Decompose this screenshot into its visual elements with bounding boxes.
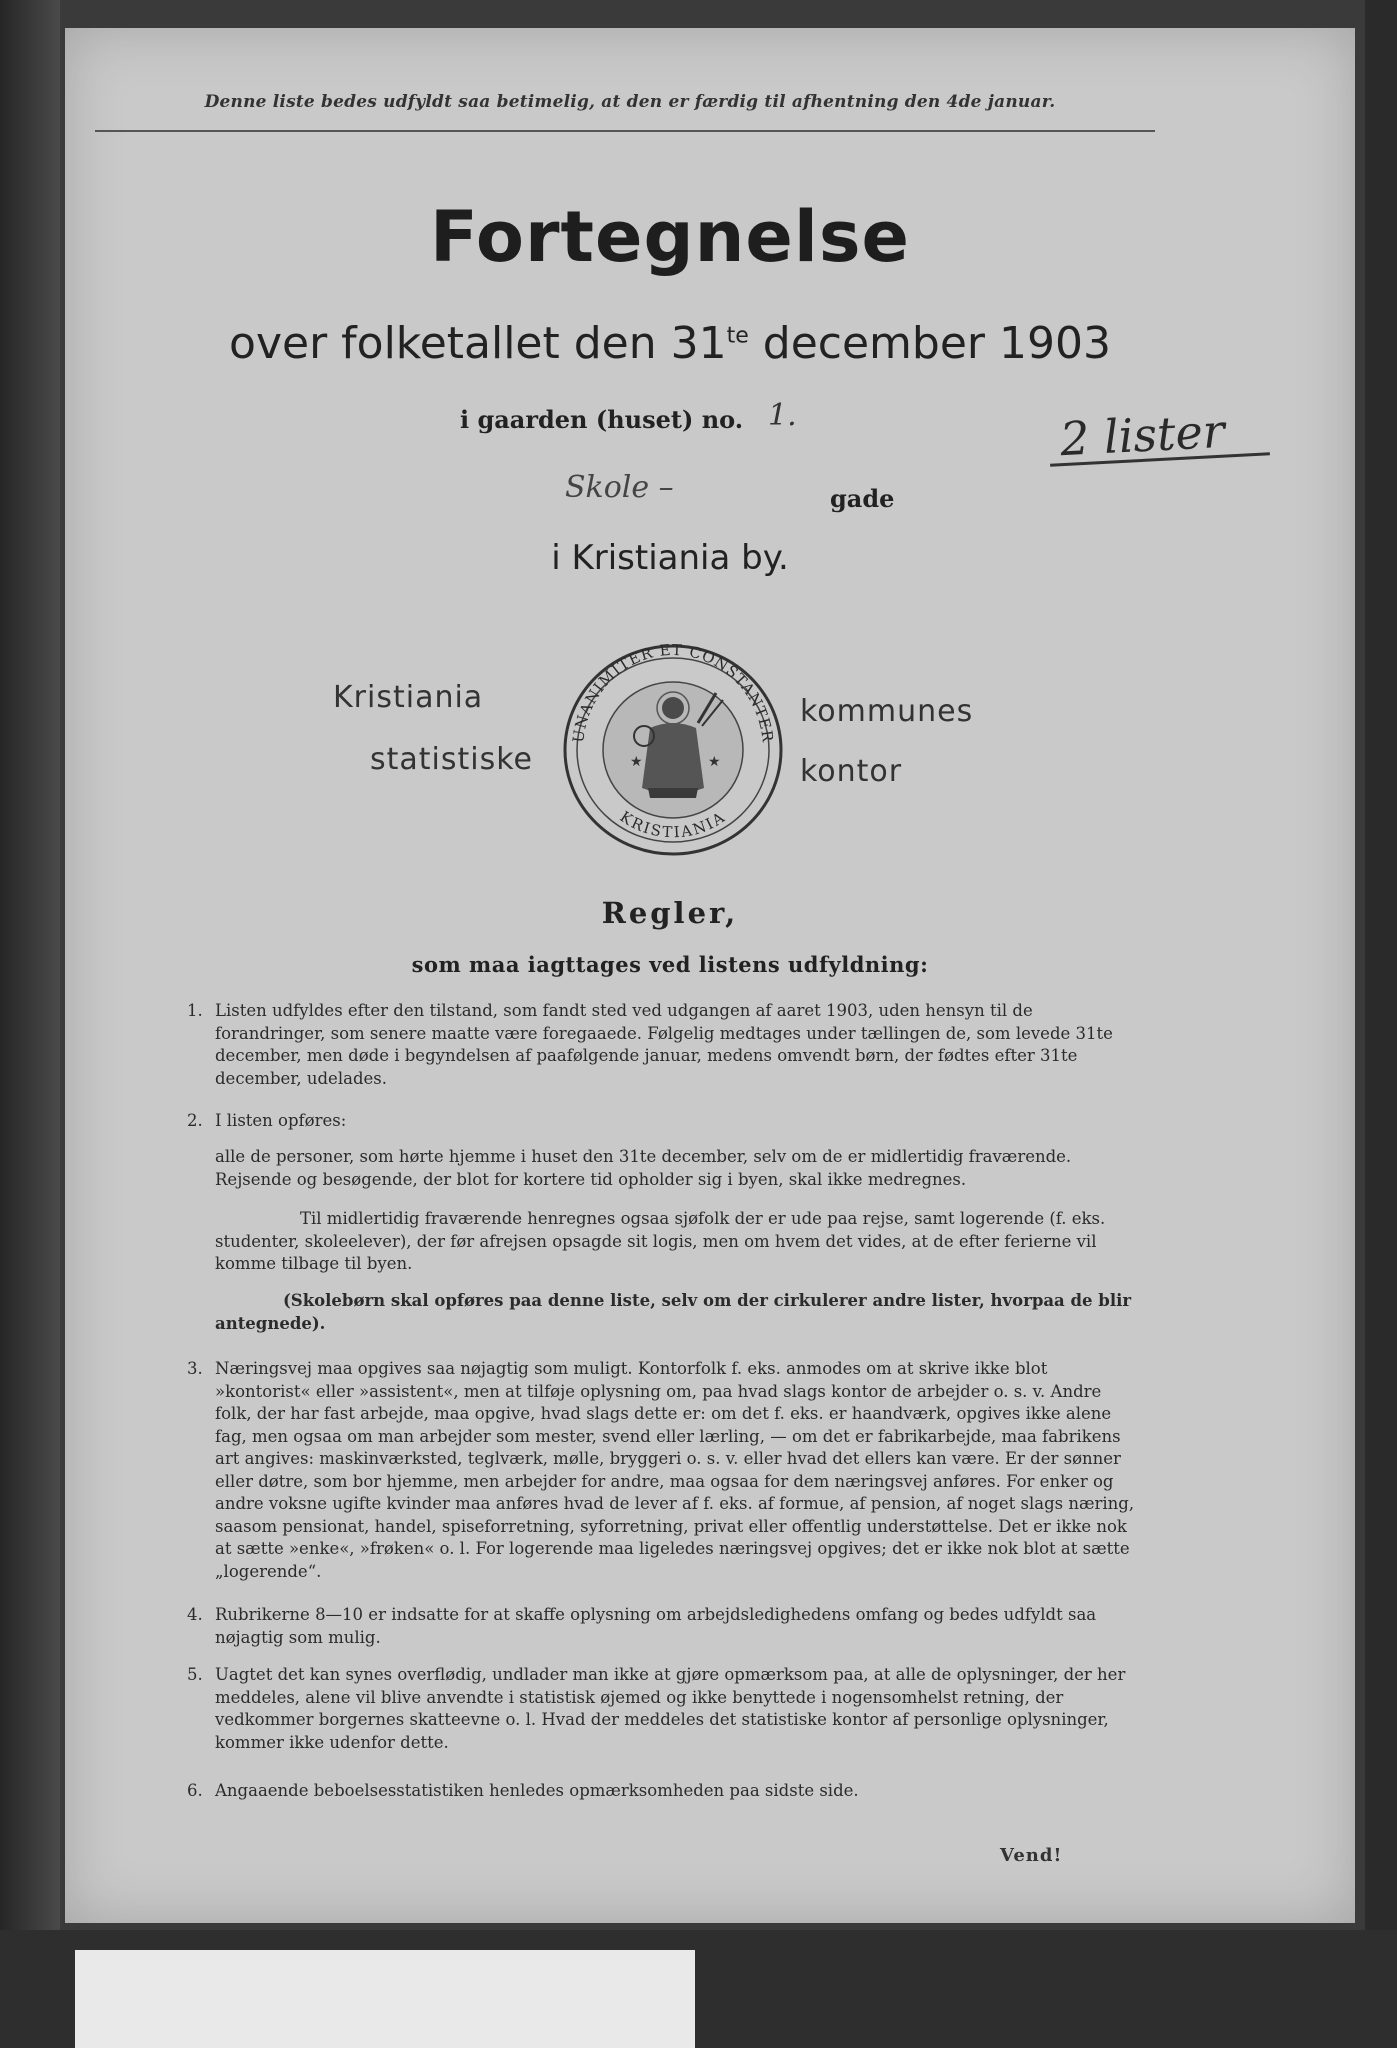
subtitle-part-1: over folketallet den 31 <box>229 318 727 369</box>
kristiania-seal <box>548 638 798 858</box>
rule-2-schoolchildren-text: (Skolebørn skal opføres paa denne liste, selv om der cirkulerer andre lister, hvorpaa de blir antegnede). <box>215 1291 1132 1333</box>
rules-heading: Regler, <box>601 896 739 930</box>
header-notice: Denne liste bedes udfyldt saa betimelig, at den er færdig til afhentning den 4de januar. <box>204 92 1056 112</box>
svg-text:★: ★ <box>630 754 643 770</box>
office-right-line2: kontor <box>800 754 903 789</box>
rule-2-number: 2. <box>187 1111 203 1130</box>
rule-3-text: Næringsvej maa opgives saa nøjagtig som muligt. Kontorfolk f. eks. anmodes om at skrive ikke blot »kontorist« eller »assistent«, men at tilføje oplysning om, paa hvad slags kontor de arbejder o. s. v. Andre folk, der har fast arbejde, maa opgive, hvad slags dette er: om det f. eks. er haandværk, opgives ikke alene fag, men ogsaa om man arbejder som mester, svend eller lærling, — om det er fabrikarbejde, maa fabrikens art angives: maskinværksted, teglværk, mølle, bryggeri o. s. v. eller hvad det ellers kan være. Er der sønner eller døtre, som bor hjemme, men arbejder for andre, maa ogsaa for dem næringsvej anføres. For enker og andre voksne ugifte kvinder maa anføres hvad de lever af f. eks. af formue, af pension, af noget slags næring, saasom pensionat, handel, spiseforretning, syforretning, privat eller offentlig understøttelse. Det er ikke nok at sætte »enke«, »frøken« o. l. For logerende maa ligeledes næringsvej opgives; det er ikke nok blot at sætte „logerende“. <box>215 1359 1135 1581</box>
handwritten-lister-note: 2 lister <box>1058 403 1226 467</box>
scan-border-right <box>1365 0 1397 2048</box>
rule-3 <box>187 1358 1135 1583</box>
form-subtitle <box>0 318 1340 369</box>
rule-2-absent <box>215 1208 1135 1276</box>
rule-5-number: 5. <box>187 1665 203 1684</box>
rule-4 <box>187 1604 1135 1649</box>
rule-2-schoolchildren <box>215 1290 1135 1335</box>
seal-text-bottom: KRISTIANIA <box>616 807 730 842</box>
rule-6-text: Angaaende beboelsesstatistiken henledes opmærksomheden paa sidste side. <box>215 1781 859 1800</box>
scan-white-strip <box>75 1950 695 2048</box>
rule-3-number: 3. <box>187 1359 203 1378</box>
office-left-line1: Kristiania <box>333 680 484 715</box>
office-right-line1: kommunes <box>800 694 974 729</box>
rule-2-persons <box>215 1146 1135 1191</box>
subtitle-superscript: te <box>726 323 749 349</box>
house-number-label: i gaarden (huset) no. <box>460 405 744 434</box>
rules-subheading: som maa iagttages ved listens udfyldning: <box>411 952 929 977</box>
svg-text:★: ★ <box>708 754 721 770</box>
handwritten-house-number: 1. <box>768 398 797 433</box>
rule-5 <box>187 1664 1135 1754</box>
rule-1 <box>187 1000 1135 1090</box>
rule-2-text: I listen opføres: <box>215 1111 347 1130</box>
rule-5-text: Uagtet det kan synes overflødig, undlader man ikke at gjøre opmærksom paa, at alle de oplysninger, der her meddeles, alene vil blive anvendte i statistisk øjemed og ikke benyttede i nogensomhelst retning, der vedkommer borgernes skatteevne o. l. Hvad der meddeles det statistiske kontor af personlige oplysninger, kommer ikke udenfor dette. <box>215 1665 1126 1752</box>
subtitle-part-2: december 1903 <box>748 318 1111 369</box>
city-line: i Kristiania by. <box>551 538 789 578</box>
rule-4-text: Rubrikerne 8—10 er indsatte for at skaffe oplysning om arbejdsledighedens omfang og bedes udfyldt saa nøjagtig som mulig. <box>215 1605 1097 1647</box>
rule-2 <box>187 1110 1135 1133</box>
rule-6-number: 6. <box>187 1781 203 1800</box>
form-title: Fortegnelse <box>429 196 911 278</box>
office-left-line2: statistiske <box>370 742 533 777</box>
seal-text-top: UNANIMITER ET CONSTANTER <box>569 640 777 744</box>
street-label: gade <box>830 484 895 513</box>
scan-border-left <box>0 0 60 2048</box>
rule-1-number: 1. <box>187 1001 203 1020</box>
rule-2-persons-text: alle de personer, som hørte hjemme i huset den 31te december, selv om de er midlertidig fraværende. Rejsende og besøgende, der blot for kortere tid opholder sig i byen, skal ikke medregnes. <box>215 1147 1072 1189</box>
rule-4-number: 4. <box>187 1605 203 1624</box>
handwritten-street-name: Skole – <box>565 470 674 505</box>
rule-1-text: Listen udfyldes efter den tilstand, som fandt sted ved udgangen af aaret 1903, uden hensyn til de forandringer, som senere maatte være foregaaede. Følgelig medtages under tællingen de, som levede 31te december, men døde i begyndelsen af paafølgende januar, medens omvendt børn, der fødtes efter 31te december, udelades. <box>215 1001 1113 1088</box>
turn-page-note: Vend! <box>1000 1845 1063 1866</box>
rule-2-absent-text: Til midlertidig fraværende henregnes ogsaa sjøfolk der er ude paa rejse, samt logerende (f. eks. studenter, skoleelever), der før afrejsen opsagde sit logis, men om hvem det vides, at de efter ferierne vil komme tilbage til byen. <box>215 1209 1106 1273</box>
rule-6 <box>187 1780 1135 1803</box>
header-rule <box>95 130 1155 132</box>
